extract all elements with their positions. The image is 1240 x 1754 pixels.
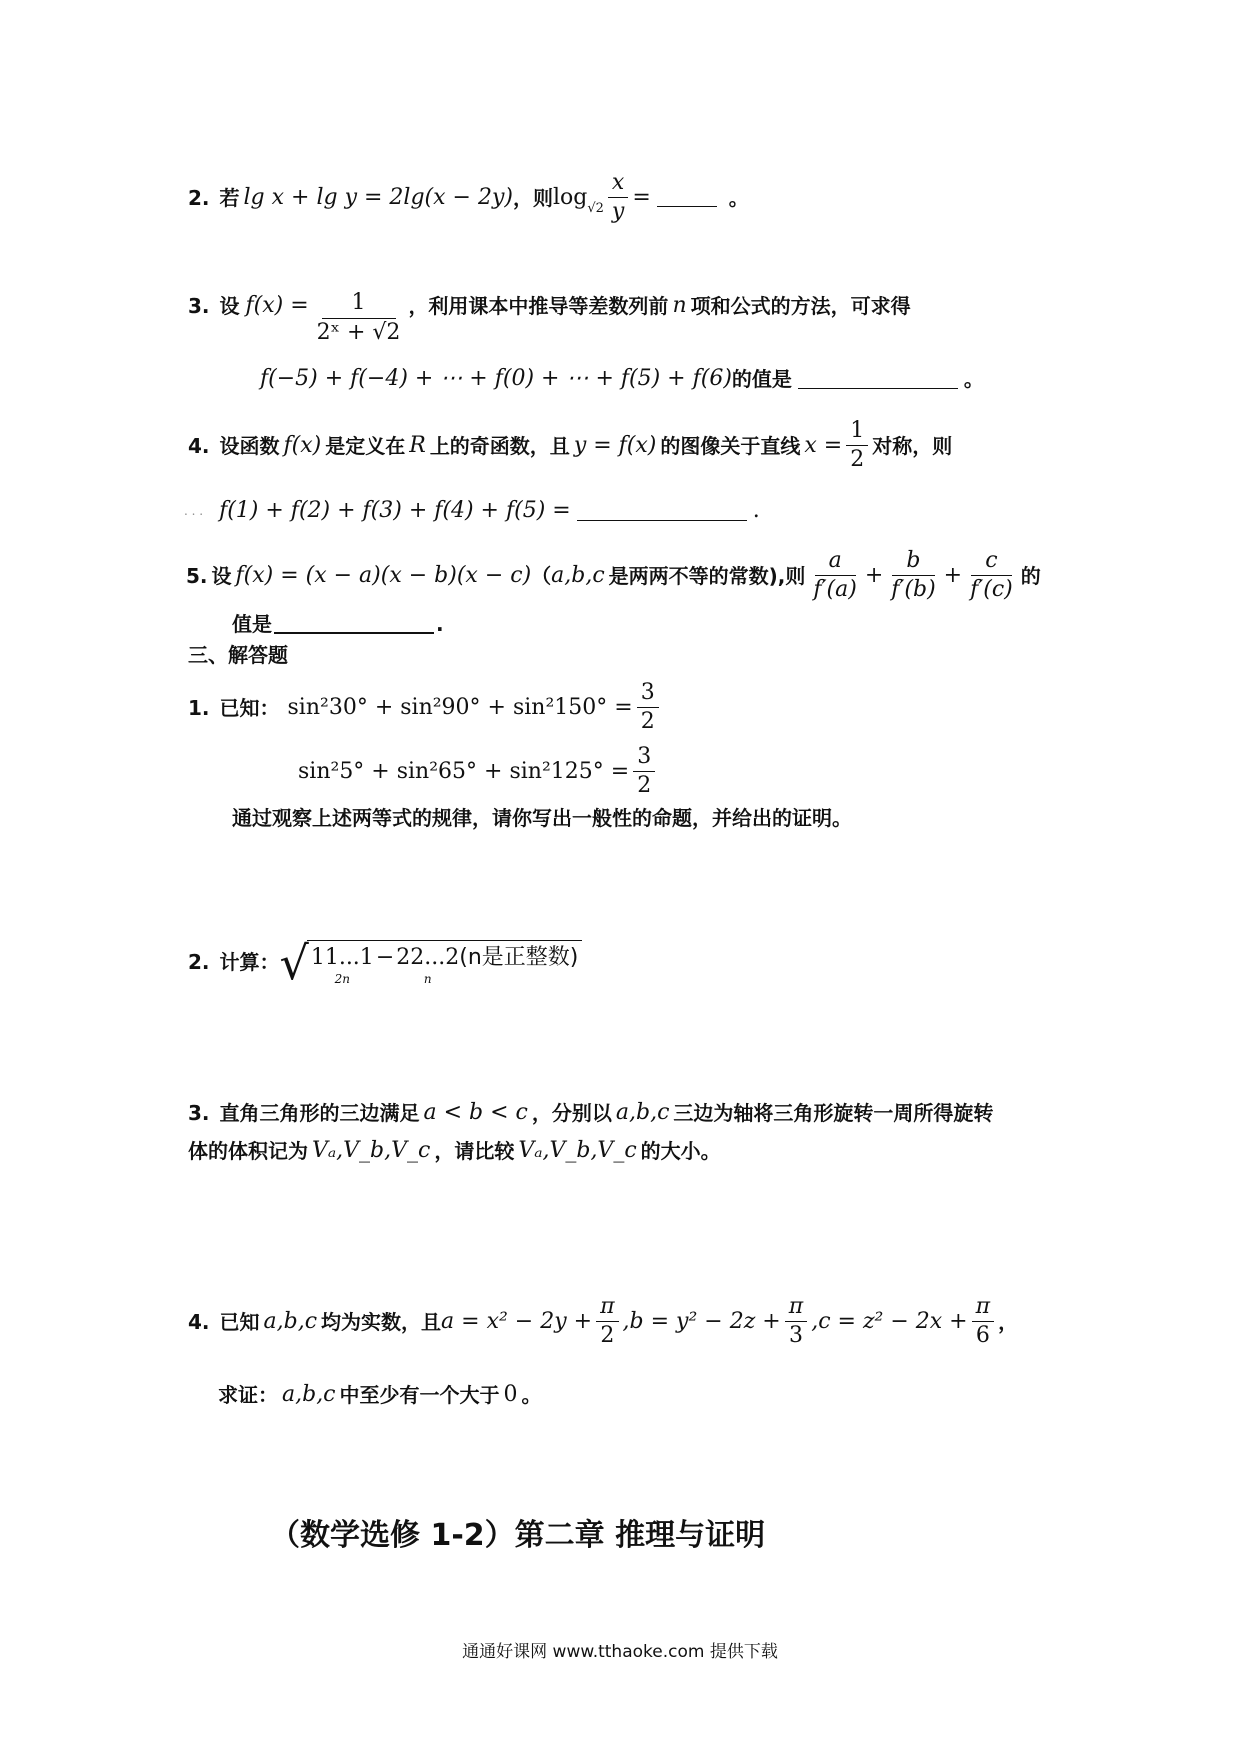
sum-expression: f(1) + f(2) + f(3) + f(4) + f(5) = bbox=[219, 498, 571, 523]
text: 的图像关于直线 bbox=[660, 433, 801, 458]
abc: a,b,c bbox=[263, 1308, 318, 1334]
fill-in-q5 bbox=[186, 550, 1041, 601]
text: 体的体积记为 bbox=[188, 1139, 308, 1163]
answer-q3 bbox=[188, 1102, 993, 1124]
b-expression: ,b = y² − 2z + bbox=[622, 1308, 781, 1334]
scan-dots: . . . bbox=[184, 504, 204, 518]
fill-in-q3-sum bbox=[260, 368, 984, 390]
function-y: y = f(x) bbox=[573, 432, 657, 458]
text: . bbox=[752, 498, 760, 523]
fill-in-q4 bbox=[188, 420, 952, 471]
answer-q4 bbox=[188, 1296, 1018, 1347]
text: 计算： bbox=[219, 950, 280, 974]
volumes: Vₐ,V_b,V_c bbox=[518, 1138, 637, 1163]
fill-in-q4-sum bbox=[184, 500, 760, 522]
fraction-c: $\frac{c}{f'(c)}$ bbox=[970, 548, 1013, 602]
text: 的大小。 bbox=[640, 1139, 721, 1163]
text: 。 bbox=[963, 367, 984, 391]
question-number: 2. bbox=[188, 950, 210, 974]
function-def: f(x) = bbox=[245, 293, 309, 318]
function: f(x) bbox=[283, 432, 322, 458]
answer-q1 bbox=[188, 682, 663, 733]
question-number: 3. bbox=[188, 294, 210, 318]
text: 。 bbox=[521, 1383, 542, 1407]
text: 对称，则 bbox=[872, 433, 953, 458]
text: 设 bbox=[219, 294, 240, 318]
fill-in-q5-cont bbox=[232, 614, 444, 634]
text: 设函数 bbox=[219, 433, 280, 458]
set-R: R bbox=[409, 432, 426, 458]
text: 的值是 bbox=[731, 367, 792, 391]
log-base: √2 bbox=[587, 201, 604, 216]
text: 已知： bbox=[219, 695, 280, 720]
text: ，请比较 bbox=[434, 1139, 515, 1163]
answer-q1-line2 bbox=[298, 746, 659, 797]
equation-line1: sin²30° + sin²90° + sin²150° = bbox=[287, 694, 633, 720]
question-number: 4. bbox=[188, 1309, 210, 1334]
text: . bbox=[436, 612, 444, 636]
fraction: $\frac{3}{2}$ bbox=[637, 682, 659, 733]
equals-sign: = bbox=[632, 184, 651, 210]
text: 求证： bbox=[218, 1383, 278, 1407]
log-text: log bbox=[552, 184, 588, 210]
fraction: $\frac{1}{\text{2ˣ + √2}}$ bbox=[316, 290, 401, 345]
chapter-title: （数学选修 1-2）第二章 推理与证明 bbox=[270, 1518, 766, 1553]
inequality: a < b < c bbox=[423, 1100, 528, 1125]
text: 值是 bbox=[232, 612, 272, 636]
text: 已知 bbox=[219, 1309, 260, 1334]
text: 均为实数，且 bbox=[321, 1309, 442, 1334]
fill-in-q3 bbox=[188, 268, 911, 344]
abc: a,b,c bbox=[551, 562, 605, 588]
equation-line2: sin²5° + sin²65° + sin²125° = bbox=[298, 758, 630, 784]
plus-sign: + bbox=[864, 562, 884, 588]
answer-blank bbox=[577, 502, 747, 521]
answer-q3-cont bbox=[188, 1140, 721, 1162]
text: 项和公式的方法，可求得 bbox=[690, 294, 911, 318]
fraction: $\frac{x}{y}$ bbox=[608, 172, 628, 223]
section-title: 三、解答题 bbox=[188, 643, 288, 667]
abc: a,b,c bbox=[615, 1100, 670, 1125]
fraction-a: $\frac{a}{f'(a)}$ bbox=[813, 548, 857, 602]
text: 。 bbox=[728, 185, 749, 210]
answer-q4-proof bbox=[218, 1384, 542, 1406]
question-number: 1. bbox=[188, 695, 210, 720]
square-root: √ 11...1 2n − 22...2 n (n是正整数) bbox=[280, 940, 583, 986]
question-number: 5. bbox=[186, 563, 208, 588]
function-def: f(x) = (x − a)(x − b)(x − c) bbox=[235, 562, 532, 588]
text: 设 bbox=[211, 563, 232, 588]
answer-blank bbox=[274, 614, 434, 634]
text: ，则 bbox=[512, 185, 553, 210]
text: ， bbox=[998, 1309, 1019, 1334]
a-expression: a = x² − 2y + bbox=[441, 1308, 593, 1334]
fraction-b: $\frac{b}{f'(b)}$ bbox=[891, 548, 936, 602]
text: ，利用课本中推导等差数列前 bbox=[408, 294, 669, 318]
sum-expression: f(−5) + f(−4) + ⋯ + f(0) + ⋯ + f(5) + f(6) bbox=[260, 366, 732, 391]
answer-q2 bbox=[188, 936, 582, 990]
text: ，分别以 bbox=[531, 1101, 612, 1125]
text: 直角三角形的三边满足 bbox=[219, 1101, 420, 1125]
volumes: Vₐ,V_b,V_c bbox=[312, 1138, 431, 1163]
text: 三边为轴将三角形旋转一周所得旋转 bbox=[673, 1101, 994, 1125]
question-number: 3. bbox=[188, 1101, 210, 1125]
text: 上的奇函数，且 bbox=[429, 433, 570, 458]
question-number: 4. bbox=[188, 433, 210, 458]
zero: 0 bbox=[503, 1382, 518, 1407]
variable-n: n bbox=[672, 293, 687, 318]
equation: lg x + lg y = 2lg(x − 2y) bbox=[243, 184, 513, 210]
text: 若 bbox=[219, 185, 240, 210]
fraction: $\frac{1}{2}$ bbox=[846, 420, 868, 471]
text: 是两两不等的常数),则 bbox=[608, 563, 806, 588]
answer-q1-instruction: 通过观察上述两等式的规律，请你写出一般性的命题，并给出的证明。 bbox=[232, 806, 852, 830]
abc: a,b,c bbox=[282, 1382, 336, 1407]
fraction-pi-2: $\frac{\pi}{2}$ bbox=[596, 1296, 618, 1347]
fraction-pi-6: $\frac{\pi}{6}$ bbox=[972, 1296, 994, 1347]
plus-sign: + bbox=[943, 562, 963, 588]
footer: 通通好课网 www.tthaoke.com 提供下载 bbox=[462, 1642, 778, 1662]
c-expression: ,c = z² − 2x + bbox=[811, 1308, 968, 1334]
question-number: 2. bbox=[188, 185, 210, 210]
fraction-pi-3: $\frac{\pi}{3}$ bbox=[785, 1296, 807, 1347]
answer-blank bbox=[798, 370, 958, 389]
text: 是定义在 bbox=[325, 433, 406, 458]
fill-in-q2 bbox=[188, 172, 749, 223]
x-equals: x = bbox=[804, 432, 843, 458]
text: 中至少有一个大于 bbox=[339, 1383, 500, 1407]
answer-blank bbox=[657, 188, 717, 207]
fraction: $\frac{3}{2}$ bbox=[633, 746, 655, 797]
text: （ bbox=[531, 563, 552, 588]
text: 的 bbox=[1020, 563, 1041, 588]
